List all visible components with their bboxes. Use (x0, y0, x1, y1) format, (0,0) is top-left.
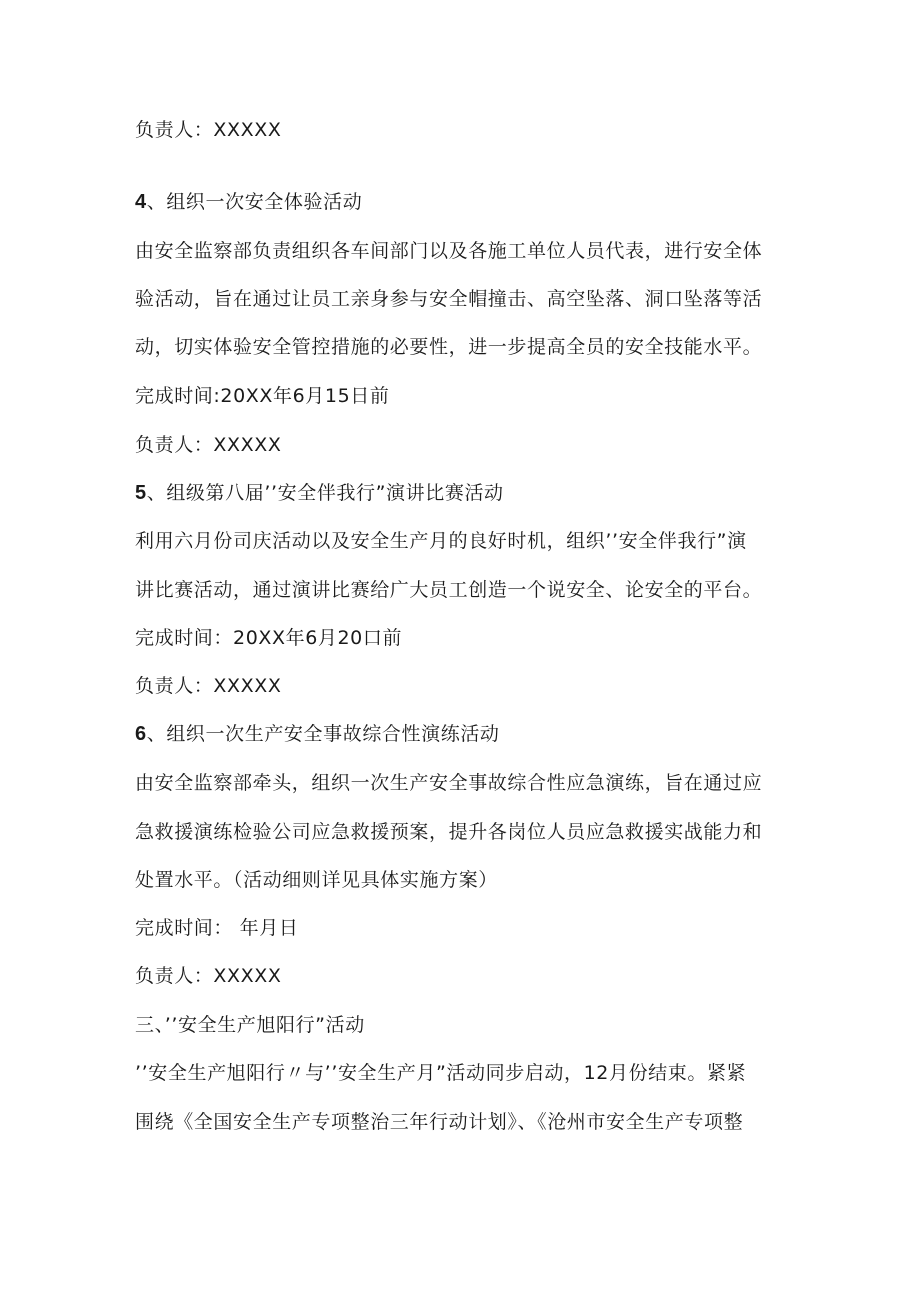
paragraph-line: ’’安全生产旭阳行〃与’’安全生产月”活动同步启动，12月份结束。紧紧 (135, 1062, 747, 1084)
item-number: 5 (135, 482, 147, 504)
section-heading-5 (135, 479, 504, 507)
section-heading-6 (135, 720, 500, 748)
paragraph-line: 围绕《全国安全生产专项整治三年行动计划》、《沧州市安全生产专项整 (135, 1111, 744, 1133)
responsible-person-line: 负责人：XXXXX (135, 675, 282, 697)
section-heading-4 (135, 188, 362, 216)
paragraph-line: 利用六月份司庆活动以及安全生产月的良好时机，组织’’安全伴我行”演 (135, 530, 747, 552)
paragraph-line: 动，切实体验安全管控措施的必要性，进一步提高全员的安全技能水平。 (135, 336, 763, 358)
completion-time-line: 完成时间： 年月日 (135, 917, 299, 939)
item-number: 6 (135, 723, 147, 745)
completion-time-line: 完成时间:20XX年6月15日前 (135, 385, 390, 407)
section-heading-text: 、组级第八届’’安全伴我行”演讲比赛活动 (146, 482, 504, 504)
paragraph-line: 急救援演练检验公司应急救援预案，提升各岗位人员应急救援实战能力和 (135, 821, 763, 843)
paragraph-line: 验活动，旨在通过让员工亲身参与安全帽撞击、高空坠落、洞口坠落等活 (135, 288, 763, 310)
completion-time-line: 完成时间：20XX年6月20口前 (135, 627, 403, 649)
responsible-person-line: 负责人：XXXXX (135, 434, 282, 456)
item-number: 4 (135, 191, 147, 213)
paragraph-line: 由安全监察部负责组织各车间部门以及各施工单位人员代表，进行安全体 (135, 240, 763, 262)
section-heading-text: 、组织一次安全体验活动 (146, 191, 363, 213)
paragraph-line: 讲比赛活动，通过演讲比赛给广大员工创造一个说安全、论安全的平台。 (135, 579, 763, 601)
section-heading-three: 三、’’安全生产旭阳行”活动 (135, 1014, 365, 1036)
responsible-person-line: 负责人：XXXXX (135, 119, 282, 141)
responsible-person-line: 负责人：XXXXX (135, 965, 282, 987)
paragraph-line: 处置水平。（活动细则详见具体实施方案） (135, 869, 498, 891)
section-heading-text: 、组织一次生产安全事故综合性演练活动 (146, 723, 500, 745)
paragraph-line: 由安全监察部牵头，组织一次生产安全事故综合性应急演练，旨在通过应 (135, 772, 763, 794)
